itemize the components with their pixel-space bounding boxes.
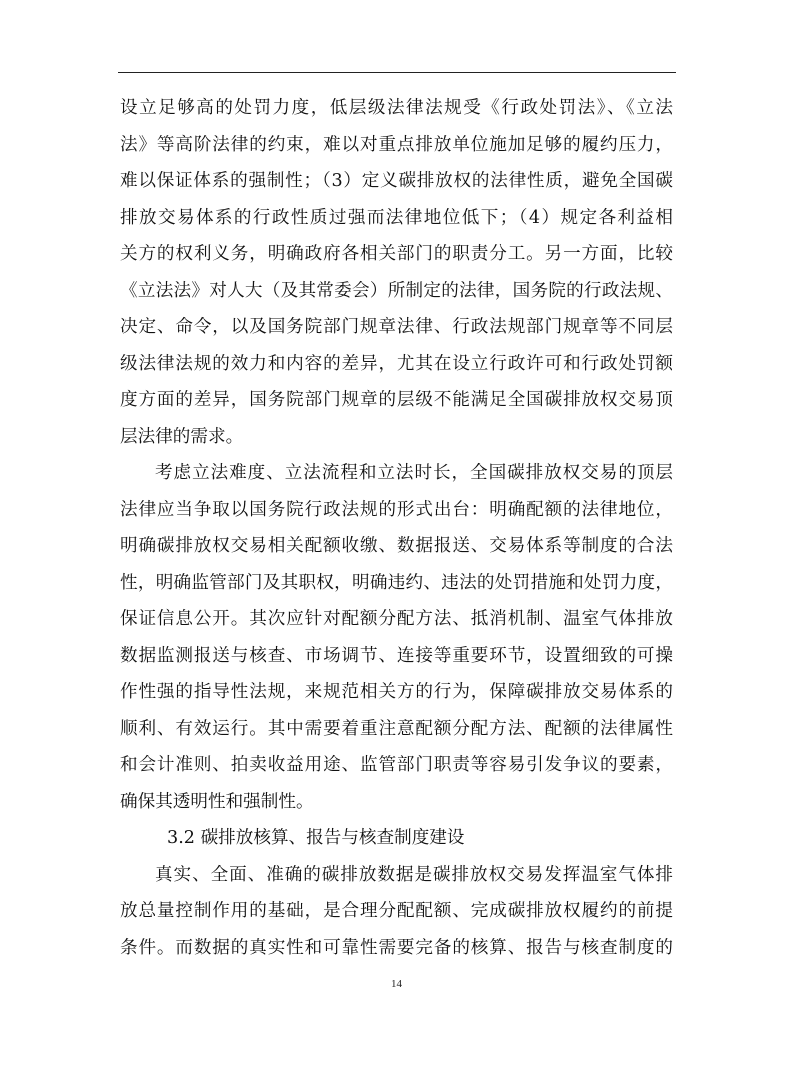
text-line: 真实、全面、准确的碳排放数据是碳排放权交易发挥温室气体排 [155, 864, 673, 885]
text-line: 关方的权利义务，明确政府各相关部门的职责分工。另一方面，比较 [120, 244, 673, 264]
text-line: 难以保证体系的强制性；（3）定义碳排放权的法律性质，避免全国碳 [120, 171, 673, 191]
text-line: 保证信息公开。其次应针对配额分配方法、抵消机制、温室气体排放 [120, 609, 673, 629]
text-line: 性，明确监管部门及其职权，明确违约、违法的处罚措施和处罚力度， [120, 572, 673, 593]
text-line: 数据监测报送与核查、市场调节、连接等重要环节，设置细致的可操 [120, 645, 673, 666]
text-line: 确保其透明性和强制性。 [120, 791, 314, 812]
text-line: 法》等高阶法律的约束，难以对重点排放单位施加足够的履约压力， [120, 134, 673, 155]
text-line: 明确碳排放权交易相关配额收缴、数据报送、交易体系等制度的合法 [120, 536, 673, 556]
page-number: 14 [391, 978, 402, 990]
text-line: 和会计准则、拍卖收益用途、监管部门职责等容易引发争议的要素， [120, 755, 673, 775]
text-line: 顺利、有效运行。其中需要着重注意配额分配方法、配额的法律属性 [120, 718, 673, 739]
document-body [120, 90, 673, 966]
text-line: 层法律的需求。 [120, 426, 244, 447]
text-line: 设立足够高的处罚力度，低层级法律法规受《行政处罚法》、《立法 [120, 98, 673, 118]
text-line: 放总量控制作用的基础，是合理分配配额、完成碳排放权履约的前提 [120, 901, 673, 921]
text-line: 排放交易体系的行政性质过强而法律地位低下；（4）规定各利益相 [120, 207, 673, 228]
text-line: 级法律法规的效力和内容的差异，尤其在设立行政许可和行政处罚额 [120, 353, 673, 374]
header-rule [118, 72, 676, 73]
text-line: 度方面的差异，国务院部门规章的层级不能满足全国碳排放权交易顶 [120, 390, 673, 410]
text-line: 考虑立法难度、立法流程和立法时长，全国碳排放权交易的顶层 [155, 463, 673, 483]
section-heading: 3.2 碳排放核算、报告与核查制度建设 [167, 828, 465, 848]
text-line: 《立法法》对人大（及其常委会）所制定的法律，国务院的行政法规、 [120, 280, 673, 301]
text-line: 决定、命令，以及国务院部门规章法律、行政法规部门规章等不同层 [120, 317, 673, 337]
text-line: 条件。而数据的真实性和可靠性需要完备的核算、报告与核查制度的 [120, 937, 673, 958]
text-line: 法律应当争取以国务院行政法规的形式出台：明确配额的法律地位， [120, 499, 673, 520]
text-line: 作性强的指导性法规，来规范相关方的行为，保障碳排放交易体系的 [120, 682, 673, 702]
